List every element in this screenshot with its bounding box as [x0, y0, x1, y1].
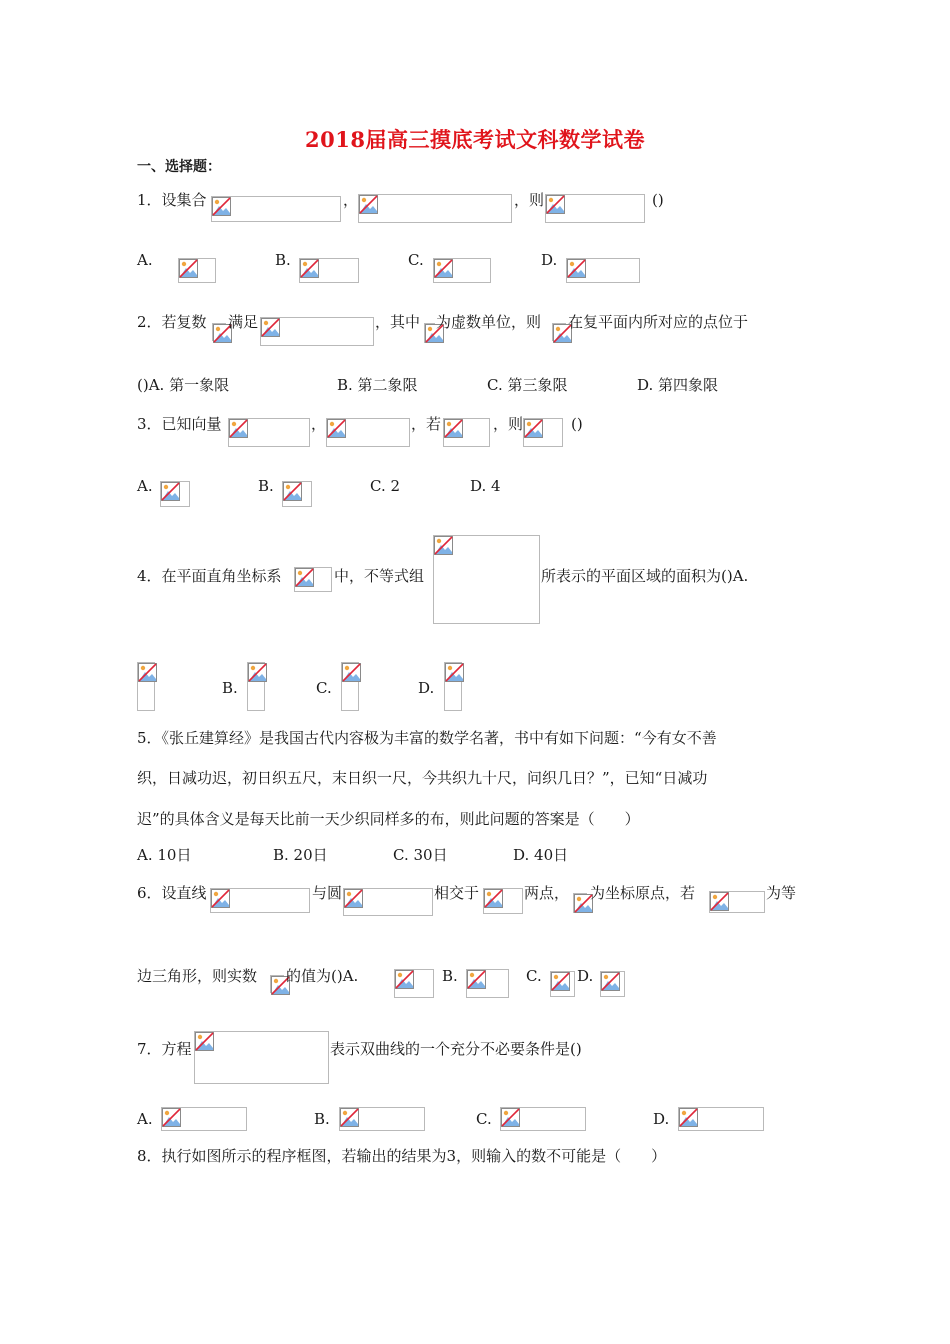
- math-image: [550, 971, 575, 997]
- option-b-label: B.: [258, 477, 274, 495]
- q7-text: 7．方程: [137, 1040, 192, 1058]
- q8-text: 8．执行如图所示的程序框图，若输出的结果为3，则输入的数不可能是（ ）: [137, 1147, 667, 1165]
- option-b-label: B.: [275, 251, 291, 269]
- math-image: [194, 1031, 329, 1084]
- option-b-label: B.: [222, 679, 238, 697]
- math-image: [358, 194, 512, 223]
- math-image: [282, 481, 312, 507]
- math-image: [500, 1107, 586, 1131]
- option-c-label: C.: [526, 967, 542, 985]
- math-image: [709, 891, 765, 913]
- q1-text: (): [652, 191, 664, 209]
- math-image: [160, 481, 190, 507]
- page-title: 2018届高三摸底考试文科数学试卷: [305, 127, 645, 152]
- math-image: [466, 969, 509, 998]
- math-image: [161, 1107, 247, 1131]
- q6-text: 两点，: [524, 884, 570, 902]
- q3-text: ，则: [493, 415, 524, 433]
- option-a-label: A.: [137, 1110, 153, 1128]
- q6-text: 6．设直线: [137, 884, 207, 902]
- math-image: [483, 888, 523, 914]
- option-c-label: C.: [476, 1110, 492, 1128]
- math-image-small: [270, 975, 284, 993]
- q6-text: 为坐标原点，若: [590, 884, 696, 902]
- math-image: [343, 888, 433, 916]
- math-image: [394, 969, 434, 998]
- math-image: [178, 258, 216, 283]
- math-image-small: [212, 323, 226, 341]
- math-image: [545, 194, 645, 223]
- option-a-label: A.: [137, 251, 153, 269]
- q3-text: ，若: [411, 415, 442, 433]
- q6-text: 与圆: [312, 884, 343, 902]
- math-image: [210, 888, 310, 913]
- q4-text: 所表示的平面区域的面积为()A.: [541, 567, 749, 585]
- math-image: [433, 258, 491, 283]
- q6-text: 边三角形，则实数: [137, 967, 258, 985]
- math-image: [294, 567, 332, 592]
- q2-text: ，其中: [375, 313, 421, 331]
- q2-text: 为虚数单位，则: [436, 313, 542, 331]
- option-c-label: C. 2: [370, 477, 401, 495]
- math-image: [678, 1107, 764, 1131]
- math-image-small: [424, 323, 435, 343]
- q5-line: 5．《张丘建算经》是我国古代内容极为丰富的数学名著，书中有如下问题：“今有女不善: [137, 729, 717, 747]
- math-image: [247, 662, 265, 711]
- option-d-label: D. 4: [470, 477, 501, 495]
- option-d-label: D. 第四象限: [637, 376, 719, 394]
- option-d-label: D.: [418, 679, 435, 697]
- q3-text: (): [571, 415, 583, 433]
- math-image: [523, 418, 563, 447]
- q2-text: 满足: [228, 313, 259, 331]
- q5-line: 迟”的具体含义是每天比前一天少织同样多的布，则此问题的答案是（ ）: [137, 810, 640, 828]
- option-c-label: C.: [316, 679, 332, 697]
- option-c-label: C.: [408, 251, 424, 269]
- option-a-label: ()A. 第一象限: [137, 376, 230, 394]
- math-image: [299, 258, 359, 283]
- option-b-label: B.: [442, 967, 458, 985]
- math-image: [600, 971, 625, 997]
- q6-text: 的值为()A.: [286, 967, 359, 985]
- q4-text: 4．在平面直角坐标系: [137, 567, 282, 585]
- math-image: [211, 196, 341, 222]
- math-image: [228, 418, 310, 447]
- section-heading: 一、选择题：: [137, 159, 221, 175]
- math-image: [566, 258, 640, 283]
- q4-text: 中，不等式组: [334, 567, 425, 585]
- q6-text: 相交于: [434, 884, 480, 902]
- q2-text: 在复平面内所对应的点位于: [568, 313, 749, 331]
- math-image: [326, 418, 410, 447]
- math-image-system: [433, 535, 540, 624]
- math-image: [339, 1107, 425, 1131]
- q7-text: 表示双曲线的一个充分不必要条件是(): [330, 1040, 582, 1058]
- math-image: [341, 662, 359, 711]
- math-image: [137, 662, 155, 711]
- q6-text: 为等: [766, 884, 797, 902]
- math-image: [444, 662, 462, 711]
- math-image-small: [552, 323, 566, 341]
- q5-line: 织，日减功迟，初日织五尺，末日织一尺，今共织九十尺，问织几日？”，已知“日减功: [137, 769, 708, 787]
- q3-text: ，: [311, 415, 327, 433]
- option-b-label: B. 第二象限: [337, 376, 418, 394]
- option-b-label: B. 20日: [273, 846, 328, 864]
- q3-text: 3．已知向量: [137, 415, 222, 433]
- q1-text: ，: [343, 191, 359, 209]
- q1-text: ，则: [514, 191, 545, 209]
- option-d-label: D.: [653, 1110, 670, 1128]
- option-d-label: D.: [577, 967, 594, 985]
- option-d-label: D.: [541, 251, 558, 269]
- option-d-label: D. 40日: [513, 846, 569, 864]
- q1-text: 1．设集合: [137, 191, 207, 209]
- math-image: [443, 418, 490, 447]
- math-image-small: [573, 893, 587, 913]
- option-b-label: B.: [314, 1110, 330, 1128]
- math-image: [260, 317, 374, 346]
- option-a-label: A.: [137, 477, 153, 495]
- q2-text: 2．若复数: [137, 313, 207, 331]
- option-c-label: C. 第三象限: [487, 376, 568, 394]
- option-c-label: C. 30日: [393, 846, 448, 864]
- option-a-label: A. 10日: [137, 846, 192, 864]
